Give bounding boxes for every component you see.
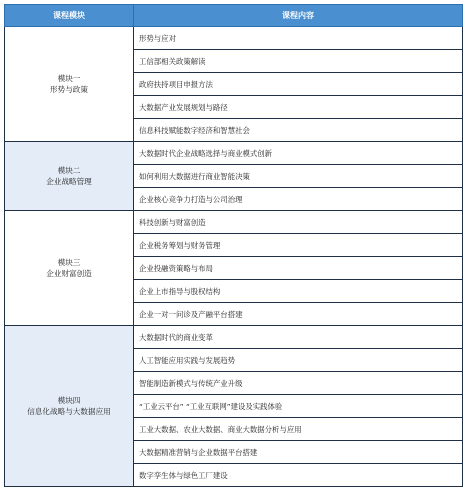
content-item: 企业上市指导与股权结构 (134, 280, 463, 303)
module-title: 形势与政策 (50, 85, 88, 94)
module-title: 企业财富创造 (46, 269, 92, 278)
header-module: 课程模块 (5, 5, 134, 27)
content-item: 企业投融资策略与布局 (134, 257, 463, 280)
module-cell-4 (5, 326, 134, 487)
module-number: 模块二 (57, 166, 81, 175)
table-row (5, 326, 463, 349)
content-item: 企业一对一问诊及产融平台搭建 (134, 303, 463, 326)
module-number: 模块一 (57, 74, 81, 83)
module-cell-1 (5, 27, 134, 142)
content-item: 工信部相关政策解读 (134, 50, 463, 73)
module-cell-3 (5, 211, 134, 326)
table-header-row (5, 5, 463, 27)
module-title: 企业战略管理 (46, 177, 92, 186)
content-item: 大数据产业发展规划与路径 (134, 96, 463, 119)
course-table (4, 4, 463, 487)
content-item: 大数据精准营销与企业数据平台搭建 (134, 441, 463, 464)
content-item: 数字孪生体与绿色工厂建设 (134, 464, 463, 487)
content-item: 大数据时代的商业变革 (134, 326, 463, 349)
table-row (5, 211, 463, 234)
module-title: 信息化战略与大数据应用 (27, 407, 111, 416)
content-item: 工业大数据、农业大数据、商业大数据分析与应用 (134, 418, 463, 441)
content-item: 科技创新与财富创造 (134, 211, 463, 234)
content-item: “工业云平台” “工业互联网”建设及实践体验 (134, 395, 463, 418)
content-item: 政府扶持项目申报方法 (134, 73, 463, 96)
course-table-container (4, 4, 462, 487)
content-item: 企业核心竞争力打造与公司治理 (134, 188, 463, 211)
module-cell-2 (5, 142, 134, 211)
module-number: 模块四 (57, 396, 81, 405)
content-item: 人工智能应用实践与发展趋势 (134, 349, 463, 372)
table-row (5, 142, 463, 165)
content-item: 形势与应对 (134, 27, 463, 50)
module-number: 模块三 (57, 258, 81, 267)
content-item: 信息科技赋能数字经济和智慧社会 (134, 119, 463, 142)
header-content: 课程内容 (134, 5, 463, 27)
table-row (5, 27, 463, 50)
content-item: 大数据时代企业战略选择与商业模式创新 (134, 142, 463, 165)
content-item: 如何利用大数据进行商业智能决策 (134, 165, 463, 188)
content-item: 企业税务筹划与财务管理 (134, 234, 463, 257)
content-item: 智能制造新模式与传统产业升级 (134, 372, 463, 395)
